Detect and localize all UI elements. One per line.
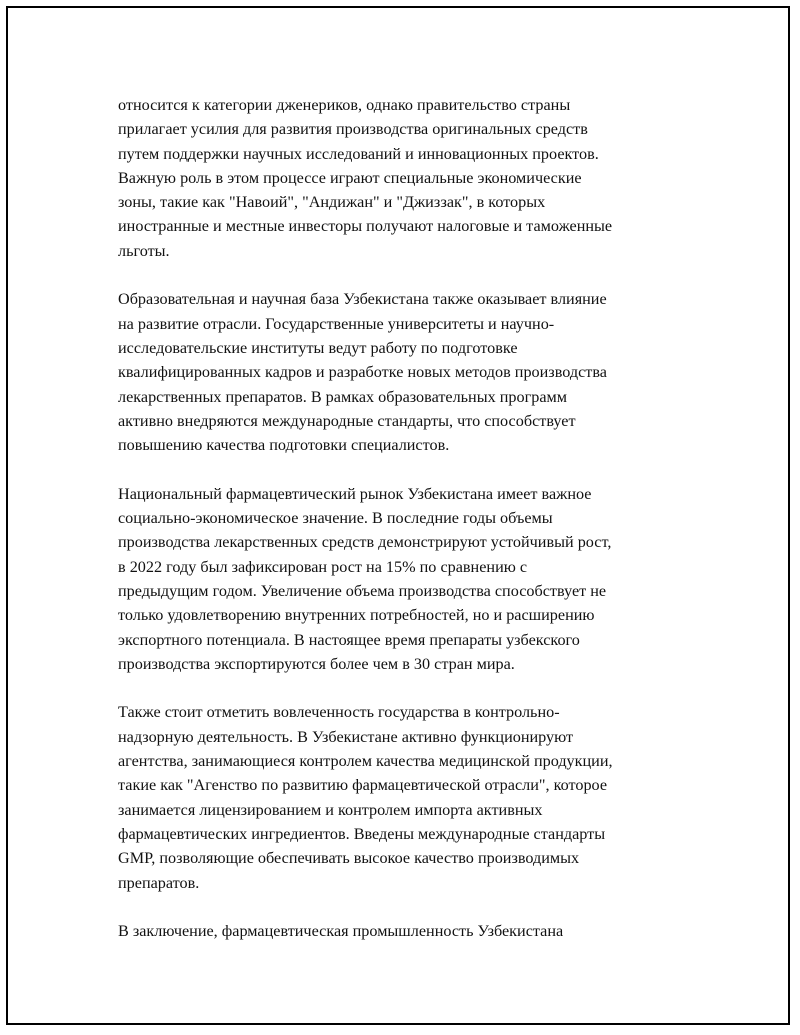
text-line: лекарственных препаратов. В рамках образовательных программ — [118, 387, 567, 406]
text-line: иностранные и местные инвесторы получают налоговые и таможенные — [118, 217, 613, 236]
text-line: GMP, позволяющие обеспечивать высокое качество производимых — [118, 849, 580, 868]
text-line: Образовательная и научная база Узбекистана также оказывает влияние — [118, 290, 607, 309]
paragraph-5 — [118, 919, 686, 943]
text-line: прилагает усилия для развития производства оригинальных средств — [118, 120, 588, 139]
text-line: надзорную деятельность. В Узбекистане активно функционируют — [118, 727, 574, 746]
text-line: фармацевтических ингредиентов. Введены международные стандарты — [118, 824, 606, 843]
paragraph-1 — [118, 93, 686, 263]
paragraph-3 — [118, 482, 686, 676]
text-line: производства экспортируются более чем в 30 стран мира. — [118, 654, 515, 673]
text-line: такие как "Агенство по развитию фармацевтической отрасли", которое — [118, 776, 608, 795]
text-line: исследовательские институты ведут работу по подготовке — [118, 338, 518, 357]
text-line: производства лекарственных средств демонстрируют устойчивый рост, — [118, 533, 612, 552]
text-line: повышению качества подготовки специалистов. — [118, 436, 450, 455]
text-line: квалифицированных кадров и разработке новых методов производства — [118, 363, 607, 382]
paragraph-2 — [118, 287, 686, 457]
text-line: Также стоит отметить вовлеченность государства в контрольно- — [118, 703, 560, 722]
document-body — [118, 93, 686, 968]
text-line: В заключение, фармацевтическая промышленность Узбекистана — [118, 922, 564, 941]
text-line: относится к категории дженериков, однако правительство страны — [118, 96, 571, 114]
text-line: занимается лицензированием и контролем импорта активных — [118, 800, 543, 819]
text-line: на развитие отрасли. Государственные университеты и научно- — [118, 314, 555, 333]
text-line: только удовлетворению внутренних потребностей, но и расширению — [118, 606, 595, 625]
text-line: льготы. — [118, 241, 170, 260]
paragraph-4 — [118, 700, 686, 894]
text-line: предыдущим годом. Увеличение объема производства способствует не — [118, 581, 607, 600]
text-line: зоны, такие как "Навоий", "Андижан" и "Джиззак", в которых — [118, 193, 546, 212]
text-line: в 2022 году был зафиксирован рост на 15% по сравнению с — [118, 557, 528, 576]
text-line: Важную роль в этом процессе играют специальные экономические — [118, 168, 582, 187]
text-line: препаратов. — [118, 873, 200, 892]
text-line: Национальный фармацевтический рынок Узбекистана имеет важное — [118, 484, 592, 503]
text-line: путем поддержки научных исследований и инновационных проектов. — [118, 144, 599, 163]
text-line: активно внедряются международные стандарты, что способствует — [118, 411, 576, 430]
text-line: социально-экономическое значение. В последние годы объемы — [118, 509, 553, 528]
text-line: агентства, занимающиеся контролем качества медицинской продукции, — [118, 752, 613, 771]
text-line: экспортного потенциала. В настоящее время препараты узбекского — [118, 630, 580, 649]
